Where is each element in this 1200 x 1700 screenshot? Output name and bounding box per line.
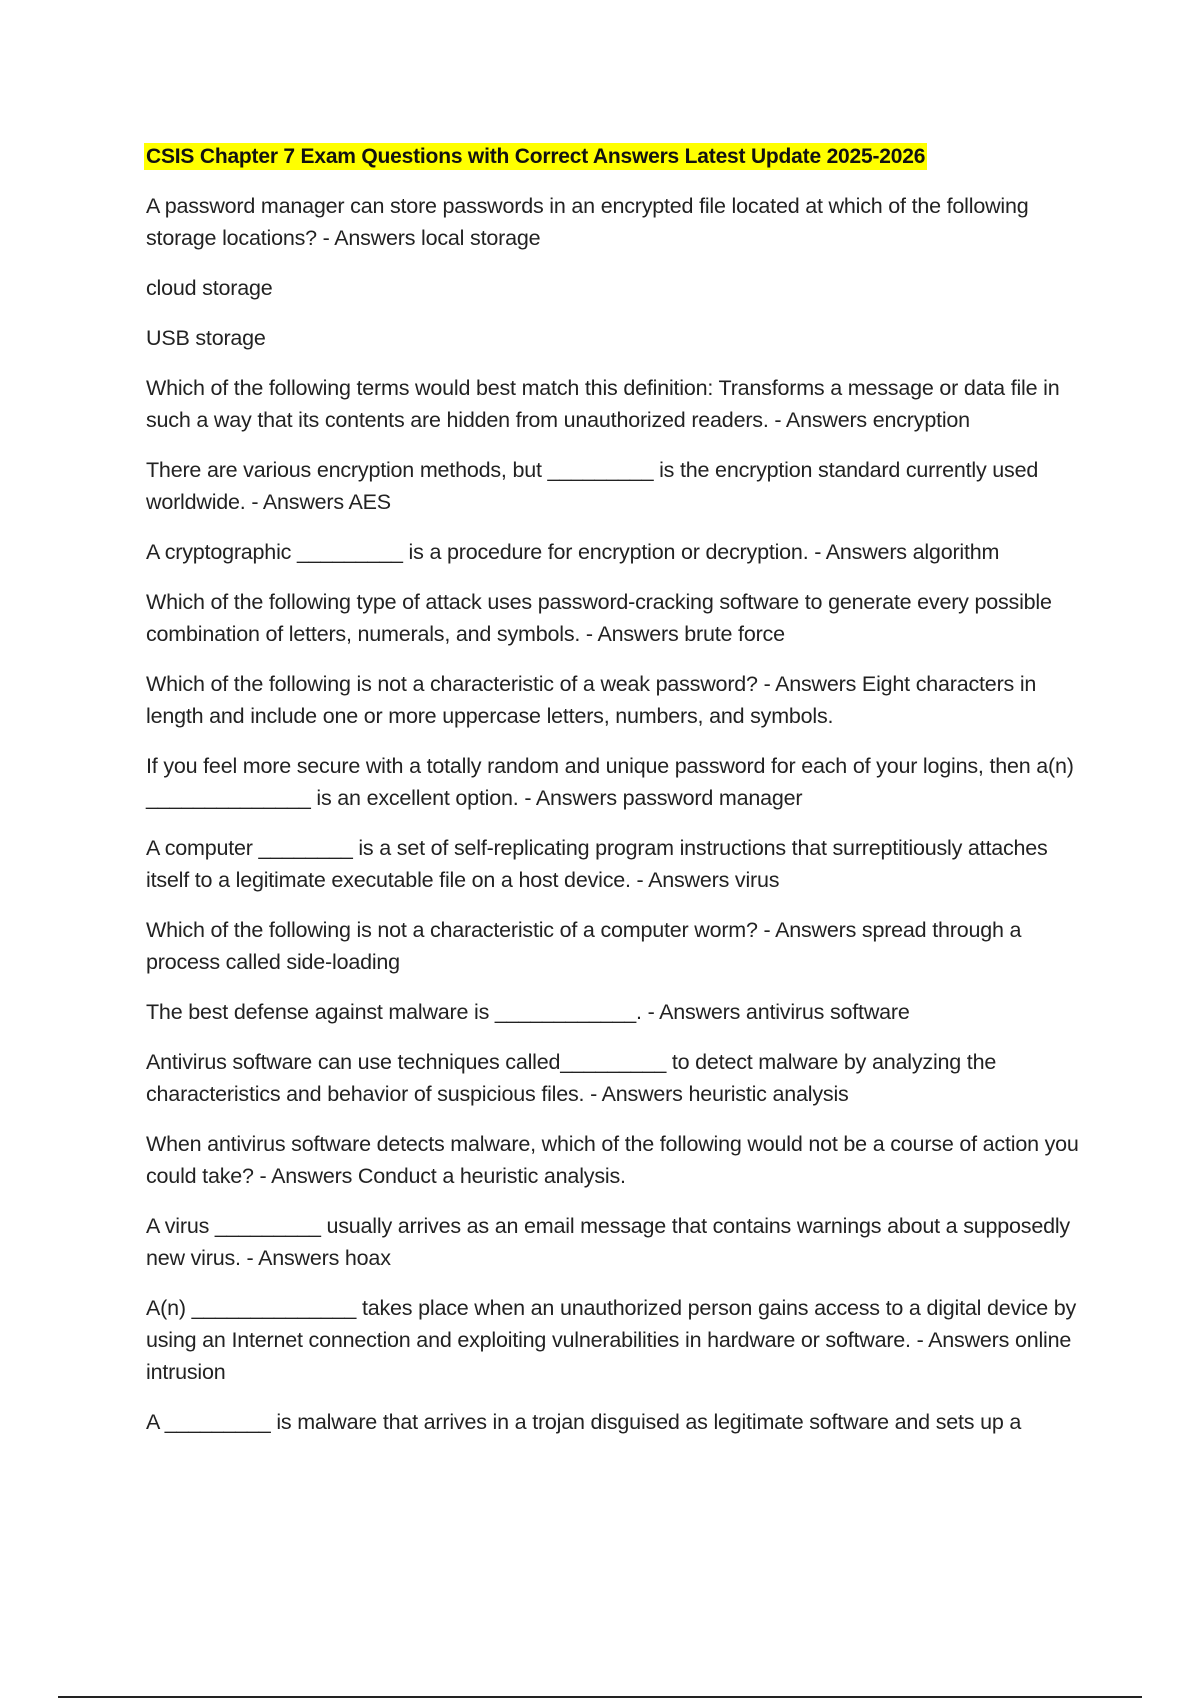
paragraph-encryption-standard: There are various encryption methods, but _________ is the encryption standard currently used worldwide. - Answers AES	[146, 458, 1039, 514]
paragraph-usb-storage: USB storage	[146, 326, 266, 350]
paragraph-cloud-storage: cloud storage	[146, 276, 273, 300]
document-body	[146, 143, 1096, 1456]
paragraph-trojan-malware: A _________ is malware that arrives in a trojan disguised as legitimate software and sets up a	[146, 1410, 1022, 1434]
paragraph-brute-force: Which of the following type of attack uses password-cracking software to generate every possible combination of letters, numerals, and symbols. - Answers brute force	[146, 590, 1052, 646]
paragraph-heuristic-analysis: Antivirus software can use techniques called_________ to detect malware by analyzing the characteristics and behavior of suspicious files. - Answers heuristic analysis	[146, 1050, 997, 1106]
document-title: CSIS Chapter 7 Exam Questions with Correct Answers Latest Update 2025-2026	[146, 145, 926, 168]
paragraph-encryption-definition: Which of the following terms would best match this definition: Transforms a message or data file in such a way that its contents are hidden from unauthorized readers. - Answers encryption	[146, 376, 1060, 432]
paragraph-computer-virus: A computer ________ is a set of self-replicating program instructions that surreptitiously attaches itself to a legitimate executable file on a host device. - Answers virus	[146, 836, 1048, 892]
paragraph-virus-hoax: A virus _________ usually arrives as an email message that contains warnings about a supposedly new virus. - Answers hoax	[146, 1214, 1070, 1270]
paragraph-malware-defense: The best defense against malware is ____________. - Answers antivirus software	[146, 1000, 910, 1024]
paragraph-password-manager-option: If you feel more secure with a totally random and unique password for each of your logins, then a(n) ______________ is an excellent option. - Answers password manager	[146, 754, 1074, 810]
page-bottom-divider	[58, 1696, 1142, 1698]
paragraph-online-intrusion: A(n) ______________ takes place when an unauthorized person gains access to a digital device by using an Internet connection and exploiting vulnerabilities in hardware or software. - Answers online intrusion	[146, 1296, 1077, 1384]
paragraph-malware-action: When antivirus software detects malware, which of the following would not be a course of action you could take? - Answers Conduct a heuristic analysis.	[146, 1132, 1079, 1188]
paragraph-computer-worm: Which of the following is not a characteristic of a computer worm? - Answers spread through a process called side-loading	[146, 918, 1022, 974]
paragraph-password-manager-storage: A password manager can store passwords in an encrypted file located at which of the following storage locations? - Answers local storage	[146, 194, 1029, 250]
paragraph-weak-password: Which of the following is not a characteristic of a weak password? - Answers Eight characters in length and include one or more uppercase letters, numbers, and symbols.	[146, 672, 1037, 728]
paragraph-cryptographic-algorithm: A cryptographic _________ is a procedure for encryption or decryption. - Answers algorithm	[146, 540, 1000, 564]
